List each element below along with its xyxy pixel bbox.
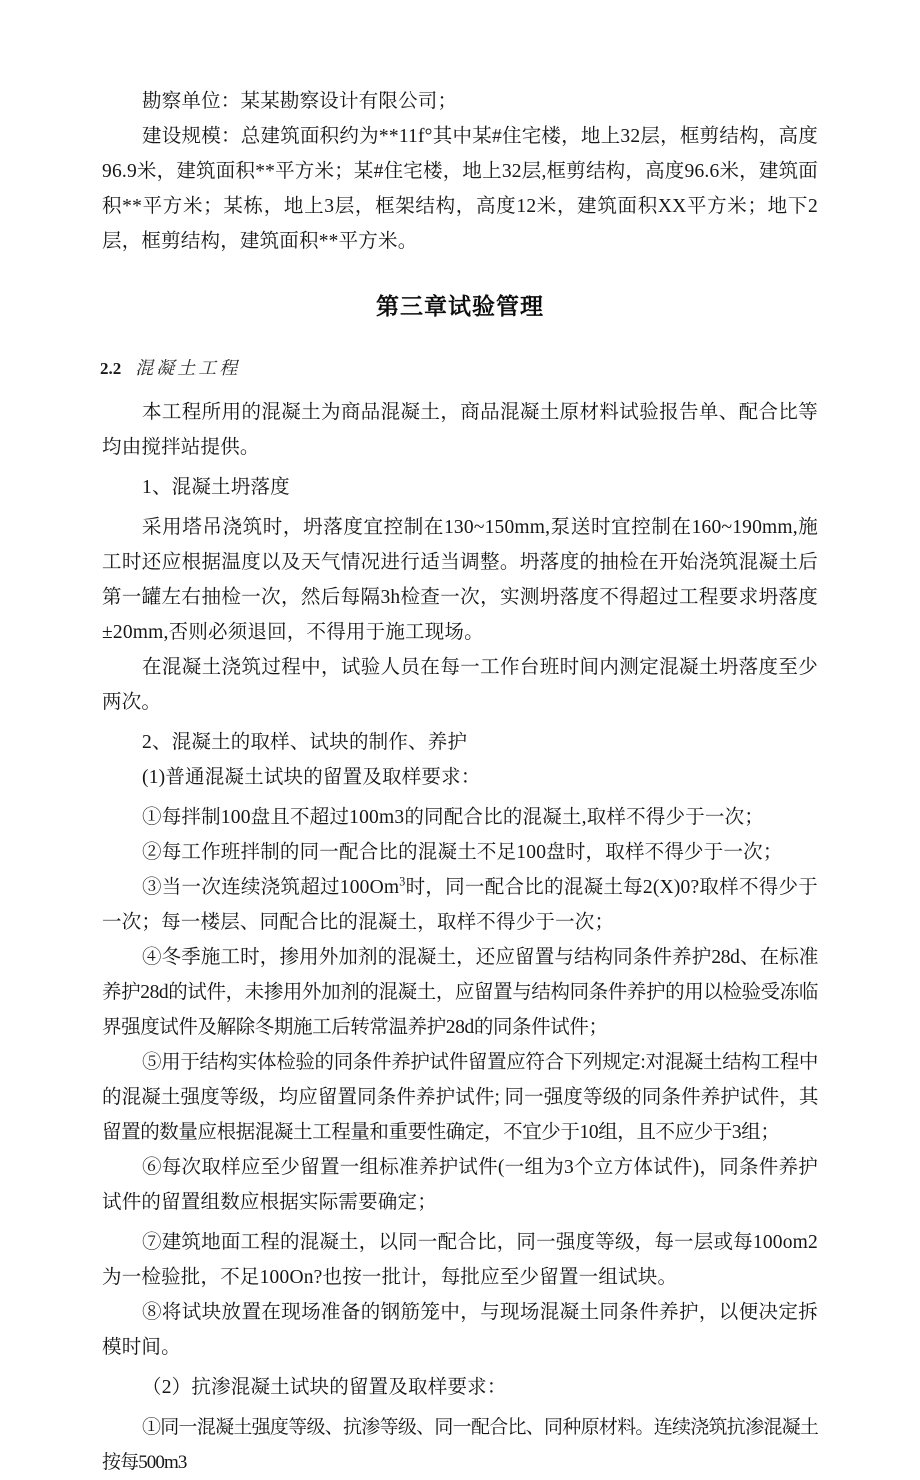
- list-item-sub2-circle-1: ①同一混凝土强度等级、抗渗等级、同一配合比、同种原材料。连续浇筑抗渗混凝土按每500m3: [102, 1417, 818, 1473]
- heading-sub-1: (1)普通混凝土试块的留置及取样要求：: [142, 767, 481, 788]
- document-body: [102, 84, 818, 1480]
- paragraph-item-1-body: 采用塔吊浇筑时，坍落度宜控制在130~150mm,泵送时宜控制在160~190mm,施工时还应根据温度以及天气情况进行适当调整。坍落度的抽检在开始浇筑混凝土后第一罐左右抽检一次，然后每隔3h检查一次，实测坍落度不得超过工程要求坍落度±20mm,否则必须退回，不得用于施工现场。: [102, 517, 818, 643]
- section-name: 混凝土工程: [135, 358, 241, 379]
- paragraph-intro: 本工程所用的混凝土为商品混凝土，商品混凝土原材料试验报告单、配合比等均由搅拌站提供。: [102, 402, 818, 458]
- heading-sub-2: （2）抗渗混凝土试块的留置及取样要求：: [142, 1377, 507, 1398]
- list-item-circle-8: ⑧将试块放置在现场准备的钢筋笼中，与现场混凝土同条件养护，以便决定拆模时间。: [102, 1302, 818, 1358]
- list-item-circle-3: [102, 870, 818, 940]
- list-item-circle-3-part-a: ③当一次连续浇筑超过100Om: [142, 877, 400, 898]
- list-item-circle-2: ②每工作班拌制的同一配合比的混凝土不足100盘时，取样不得少于一次；: [142, 842, 783, 863]
- paragraph-item-1-extra: 在混凝土浇筑过程中，试验人员在每一工作台班时间内测定混凝土坍落度至少两次。: [102, 657, 818, 713]
- heading-item-2: 2、混凝土的取样、试块的制作、养护: [142, 732, 468, 753]
- list-item-circle-4: ④冬季施工时，掺用外加剂的混凝土，还应留置与结构同条件养护28d、在标准养护28d的试件，未掺用外加剂的混凝土，应留置与结构同条件养护的用以检验受冻临界强度试件及解除冬期施工后转常温养护28d的同条件试件；: [102, 947, 818, 1038]
- section-heading: [100, 353, 818, 385]
- list-item-circle-5: ⑤用于结构实体检验的同条件养护试件留置应符合下列规定:对混凝土结构工程中的混凝土强度等级，均应留置同条件养护试件; 同一强度等级的同条件养护试件，其留置的数量应根据混凝土工程量和重要性确定，不宜少于10组，且不应少于3组；: [102, 1052, 818, 1143]
- list-item-circle-3-part-b: 时，同一配合比的混凝土每2(X)0?取样不得少于一次；每一楼层、同配合比的混凝土，取样不得少于一次；: [102, 877, 818, 933]
- heading-item-1: 1、混凝土坍落度: [142, 477, 290, 498]
- chapter-title: 第三章试验管理: [376, 294, 544, 319]
- cubic-meter-superscript: 3: [399, 874, 406, 889]
- paragraph-survey-unit: 勘察单位：某某勘察设计有限公司；: [142, 91, 458, 112]
- section-number: 2.2: [100, 359, 122, 378]
- list-item-circle-6: ⑥每次取样应至少留置一组标准养护试件(一组为3个立方体试件)，同条件养护试件的留置组数应根据实际需要确定；: [102, 1157, 818, 1213]
- list-item-circle-1: ①每拌制100盘且不超过100m3的同配合比的混凝土,取样不得少于一次；: [142, 807, 764, 828]
- paragraph-construction-scale: 建设规模：总建筑面积约为**11f°其中某#住宅楼，地上32层，框剪结构，高度96.9米，建筑面积**平方米；某#住宅楼，地上32层,框剪结构，高度96.6米，建筑面积**平方米；某栋，地上3层，框架结构，高度12米，建筑面积XX平方米；地下2层，框剪结构，建筑面积**平方米。: [102, 126, 818, 252]
- list-item-circle-7: ⑦建筑地面工程的混凝土，以同一配合比，同一强度等级，每一层或每100om2为一检验批，不足100On?也按一批计，每批应至少留置一组试块。: [102, 1232, 818, 1288]
